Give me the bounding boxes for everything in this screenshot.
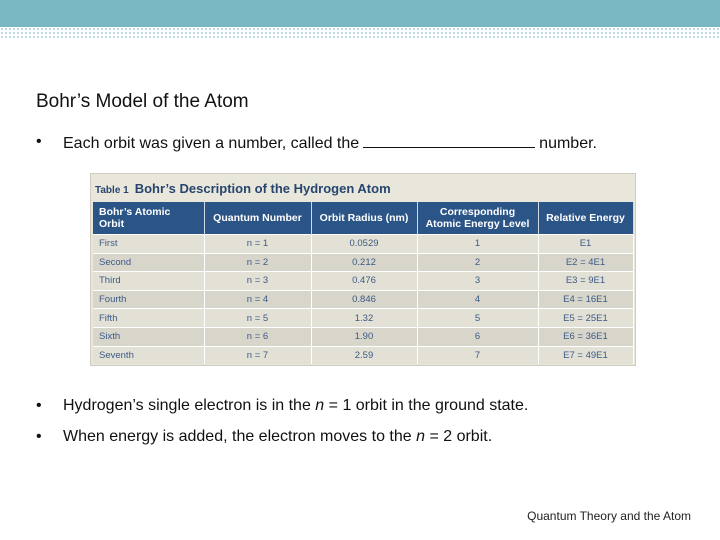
cell-orbit: First: [93, 235, 204, 254]
cell-quantum: n = 6: [204, 327, 311, 346]
cell-orbit: Fourth: [93, 290, 204, 309]
cell-level: 6: [417, 327, 538, 346]
cell-quantum: n = 5: [204, 309, 311, 328]
cell-radius: 1.90: [311, 327, 417, 346]
bohr-table: [90, 173, 636, 366]
table-row: [93, 290, 633, 309]
table-tag: Table 1: [95, 185, 129, 196]
table-row: [93, 235, 633, 254]
cell-radius: 0.476: [311, 272, 417, 291]
cell-quantum: n = 4: [204, 290, 311, 309]
header-relative-energy: Relative Energy: [538, 202, 633, 235]
cell-energy: E7 = 49E1: [538, 346, 633, 364]
cell-quantum: n = 2: [204, 253, 311, 272]
bullet-symbol: •: [36, 397, 42, 414]
header-orbit-radius: Orbit Radius (nm): [311, 202, 417, 235]
cell-radius: 0.846: [311, 290, 417, 309]
cell-orbit: Fifth: [93, 309, 204, 328]
bullet-symbol: •: [36, 428, 42, 445]
top-banner: [0, 0, 720, 27]
cell-level: 2: [417, 253, 538, 272]
table-header-row: [93, 202, 633, 235]
cell-energy: E6 = 36E1: [538, 327, 633, 346]
table-row: [93, 253, 633, 272]
cell-quantum: n = 1: [204, 235, 311, 254]
table-title: Bohr’s Description of the Hydrogen Atom: [134, 181, 391, 196]
cell-quantum: n = 7: [204, 346, 311, 364]
cell-level: 5: [417, 309, 538, 328]
cell-energy: E2 = 4E1: [538, 253, 633, 272]
table-row: [93, 272, 633, 291]
bullet-text: [63, 397, 528, 415]
bullet-text-after: = 2 orbit.: [425, 428, 493, 445]
cell-energy: E5 = 25E1: [538, 309, 633, 328]
cell-energy: E3 = 9E1: [538, 272, 633, 291]
cell-radius: 1.32: [311, 309, 417, 328]
cell-radius: 0.0529: [311, 235, 417, 254]
cell-level: 4: [417, 290, 538, 309]
cell-orbit: Second: [93, 253, 204, 272]
cell-orbit: Seventh: [93, 346, 204, 364]
cell-orbit: Sixth: [93, 327, 204, 346]
bullet-text: [63, 133, 597, 153]
table-row: [93, 327, 633, 346]
cell-radius: 2.59: [311, 346, 417, 364]
cell-quantum: n = 3: [204, 272, 311, 291]
bullet-text-before: Hydrogen’s single electron is in the: [63, 397, 316, 414]
cell-level: 7: [417, 346, 538, 364]
bullet-text-after: = 1 orbit in the ground state.: [324, 397, 529, 414]
bullet-text-before: When energy is added, the electron moves to the: [63, 428, 417, 445]
header-quantum-number: Quantum Number: [204, 202, 311, 235]
cell-level: 1: [417, 235, 538, 254]
bullet-variable: n: [416, 428, 425, 445]
bullet-text: [63, 428, 492, 446]
bullet-variable: n: [315, 397, 325, 414]
table-caption: [95, 179, 391, 199]
bullet-text-before: Each orbit was given a number, called the: [63, 135, 360, 152]
cell-radius: 0.212: [311, 253, 417, 272]
slide-footer: Quantum Theory and the Atom: [527, 509, 691, 523]
table-row: [93, 346, 633, 364]
header-energy-level: Corresponding Atomic Energy Level: [417, 202, 538, 235]
table-row: [93, 309, 633, 328]
cell-level: 3: [417, 272, 538, 291]
cell-energy: E1: [538, 235, 633, 254]
cell-orbit: Third: [93, 272, 204, 291]
cell-energy: E4 = 16E1: [538, 290, 633, 309]
top-dotted-band: [0, 27, 720, 39]
data-table: [93, 202, 634, 364]
bullet-text-after: number.: [539, 135, 597, 152]
bullet-symbol: •: [36, 133, 42, 150]
fill-in-blank: [363, 133, 535, 148]
slide-title: Bohr’s Model of the Atom: [36, 91, 249, 112]
header-orbit: Bohr’s Atomic Orbit: [93, 202, 204, 235]
